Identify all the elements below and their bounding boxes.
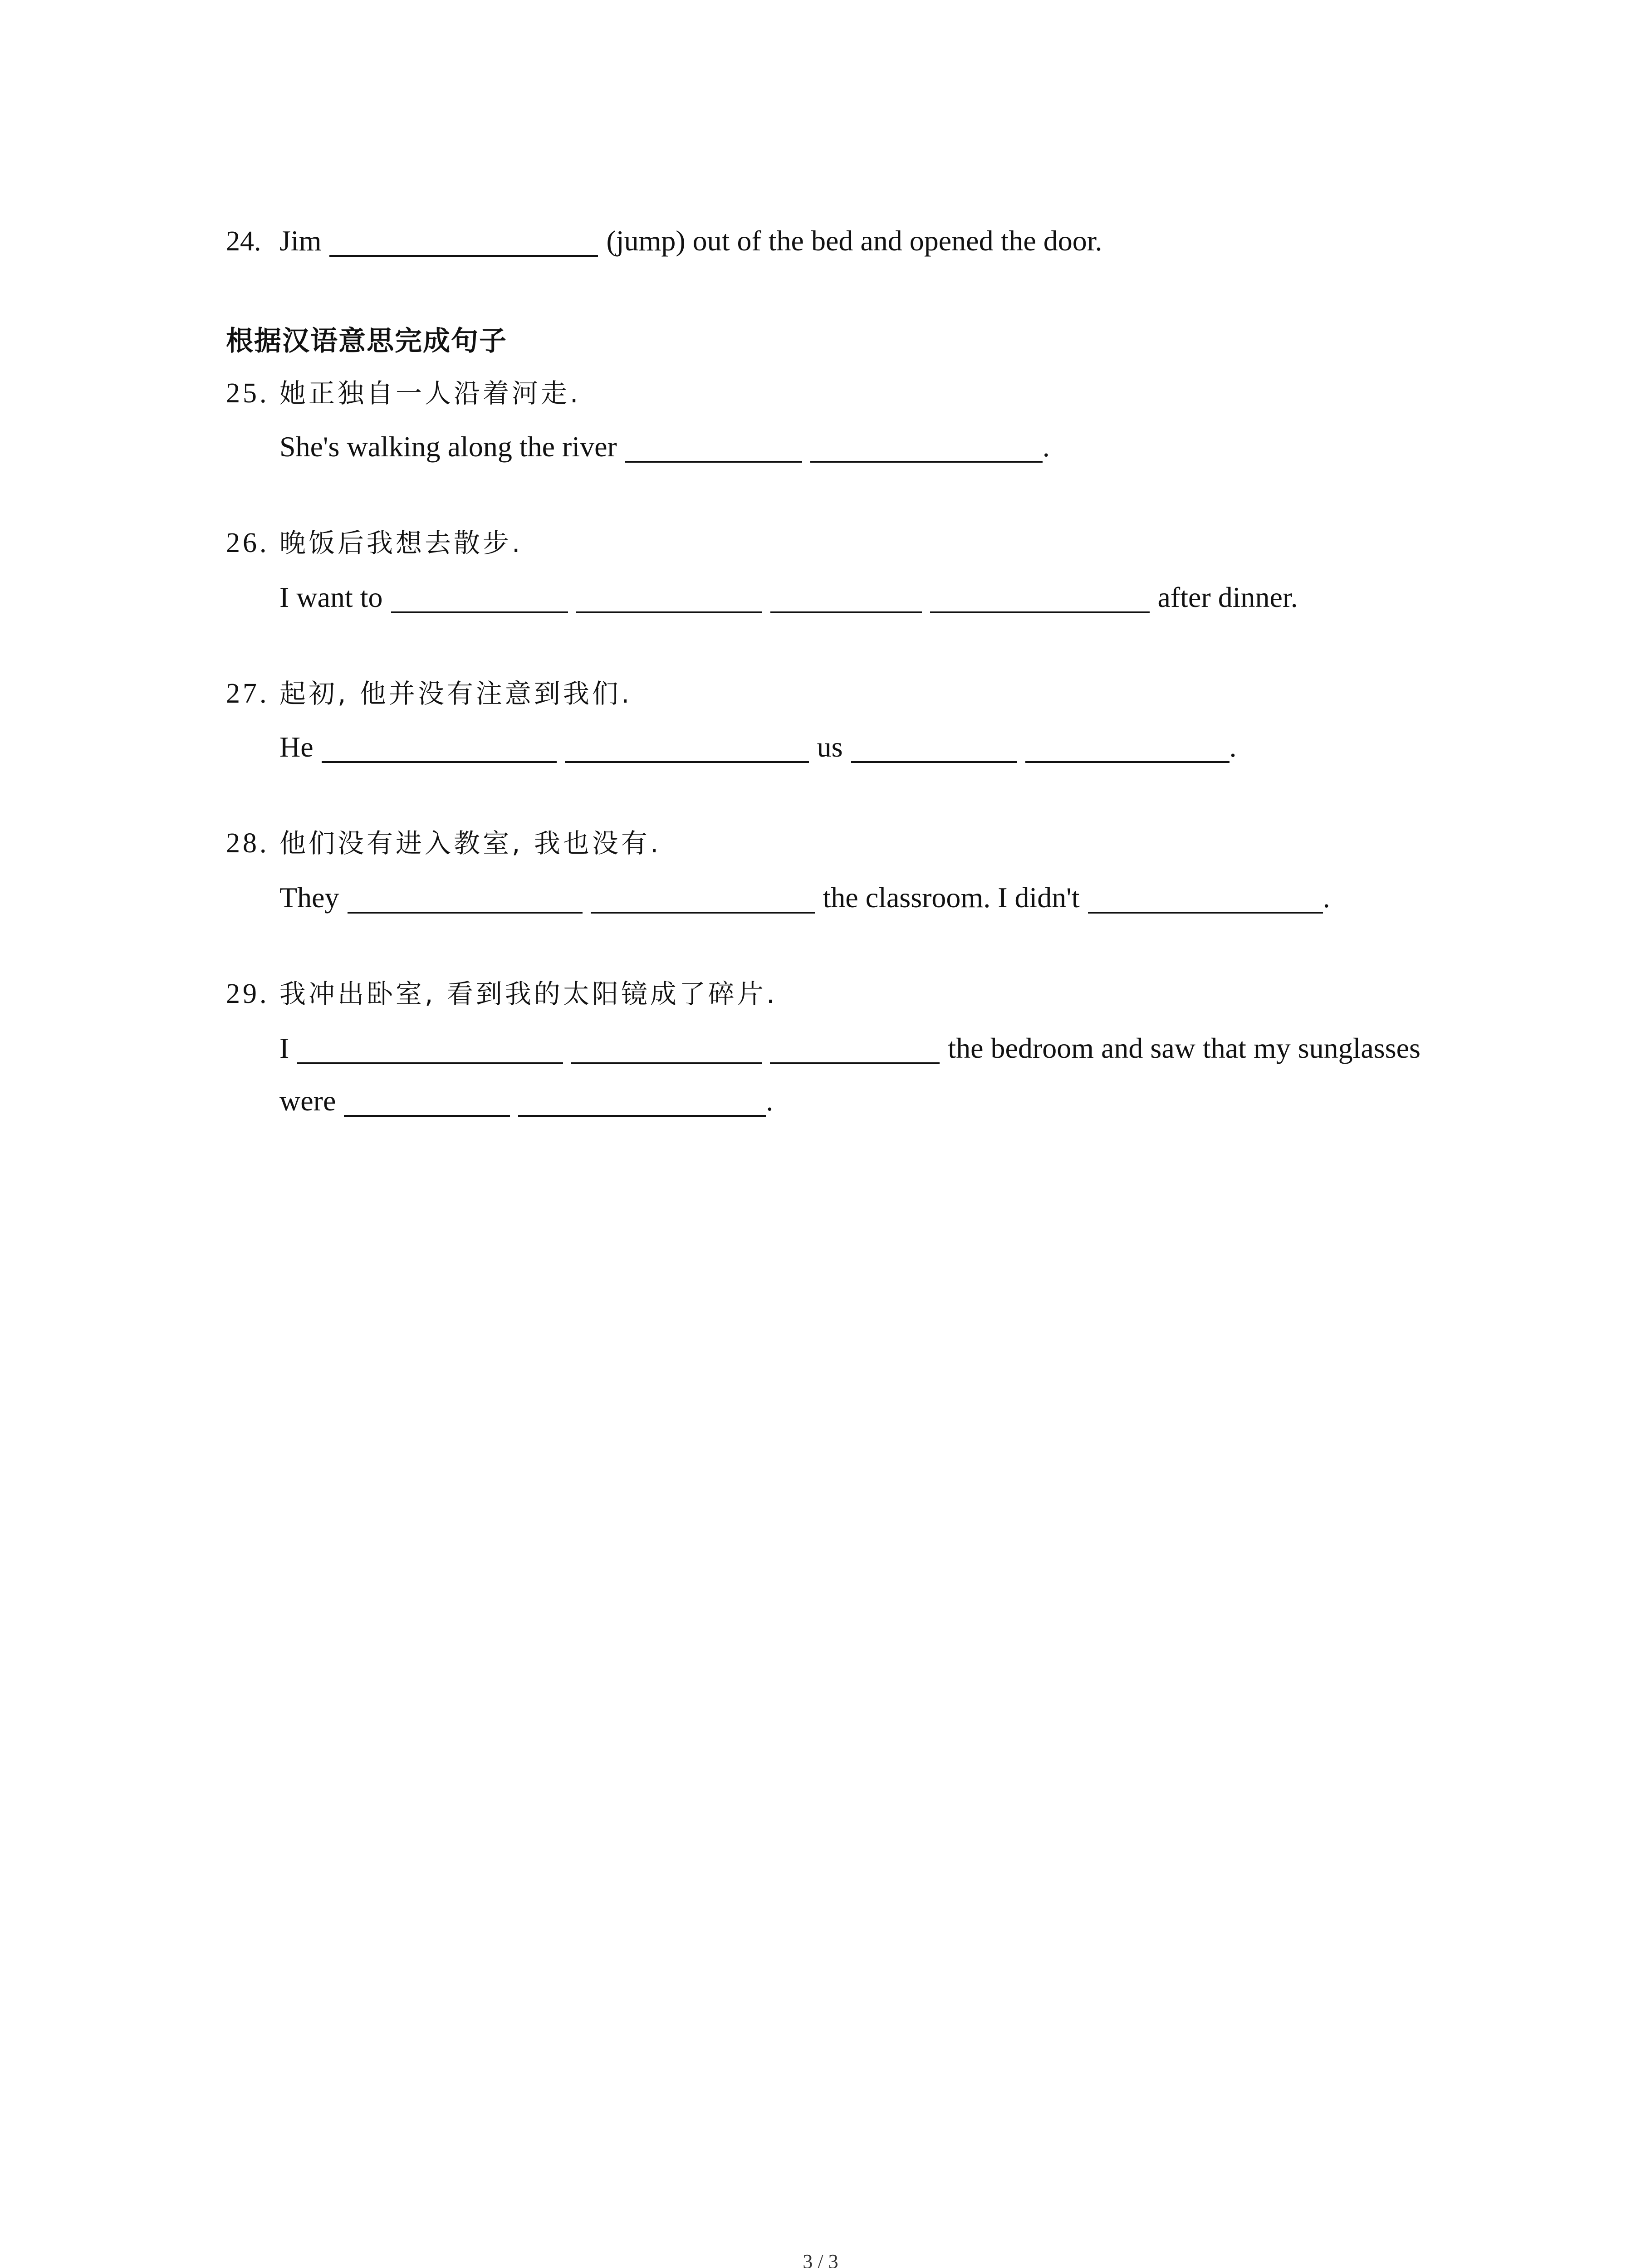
question-27-english [279, 731, 1237, 763]
question-text: were [279, 1085, 336, 1117]
question-text: She's walking along the river [279, 430, 617, 463]
question-26-english [279, 582, 1298, 613]
answer-blank[interactable] [297, 1032, 563, 1064]
answer-blank[interactable] [322, 731, 557, 763]
chinese-prompt: 起初, 他并没有注意到我们. [279, 678, 632, 709]
chinese-prompt: 她正独自一人沿着河走. [279, 378, 581, 409]
answer-blank[interactable] [625, 431, 802, 463]
question-number: 25. [226, 378, 269, 409]
chinese-prompt: 他们没有进入教室, 我也没有. [279, 828, 661, 859]
answer-blank[interactable] [391, 582, 568, 613]
page-number: 3 / 3 [803, 2250, 838, 2268]
question-24 [226, 225, 1102, 257]
question-number: 29. [226, 978, 269, 1009]
question-29-chinese [226, 980, 777, 1008]
answer-blank[interactable] [770, 1032, 940, 1064]
question-text: . [1042, 430, 1050, 463]
chinese-prompt: 我冲出卧室, 看到我的太阳镜成了碎片. [279, 978, 778, 1009]
question-26-chinese [226, 529, 523, 557]
answer-blank[interactable] [770, 582, 922, 613]
question-text: us [817, 731, 843, 763]
question-text: . [1229, 731, 1237, 763]
question-text: . [1323, 881, 1330, 914]
question-text: after dinner. [1157, 581, 1298, 613]
answer-blank[interactable] [518, 1085, 766, 1117]
question-text: the bedroom and saw that my sunglasses [948, 1032, 1421, 1064]
question-number: 28. [226, 828, 269, 859]
answer-blank[interactable] [591, 882, 815, 914]
answer-blank[interactable] [565, 731, 809, 763]
answer-blank[interactable] [1025, 731, 1230, 763]
answer-blank[interactable] [329, 225, 598, 257]
question-text: I want to [279, 581, 383, 613]
question-text: . [766, 1085, 774, 1117]
chinese-prompt: 晚饭后我想去散步. [279, 528, 523, 558]
question-28-chinese [226, 829, 661, 857]
question-27-chinese [226, 679, 632, 708]
question-text: (jump) out of the bed and opened the door. [606, 225, 1102, 257]
question-29-english-line-2 [279, 1085, 773, 1117]
answer-blank[interactable] [810, 431, 1043, 463]
answer-blank[interactable] [348, 882, 583, 914]
question-28-english [279, 882, 1330, 914]
answer-blank[interactable] [930, 582, 1150, 613]
answer-blank[interactable] [576, 582, 762, 613]
question-text: They [279, 881, 339, 914]
question-text: He [279, 731, 314, 763]
answer-blank[interactable] [571, 1032, 762, 1064]
question-text: the classroom. I didn't [823, 881, 1080, 914]
question-25-english [279, 431, 1050, 463]
question-29-english-line-1 [279, 1032, 1421, 1064]
section-heading: 根据汉语意思完成句子 [226, 325, 507, 357]
question-text: I [279, 1032, 289, 1064]
question-number: 24. [226, 226, 261, 257]
question-text: Jim [279, 225, 322, 257]
question-number: 27. [226, 678, 269, 709]
answer-blank[interactable] [851, 731, 1017, 763]
answer-blank[interactable] [1088, 882, 1323, 914]
question-number: 26. [226, 528, 269, 558]
question-25-chinese [226, 379, 581, 407]
answer-blank[interactable] [344, 1085, 510, 1117]
